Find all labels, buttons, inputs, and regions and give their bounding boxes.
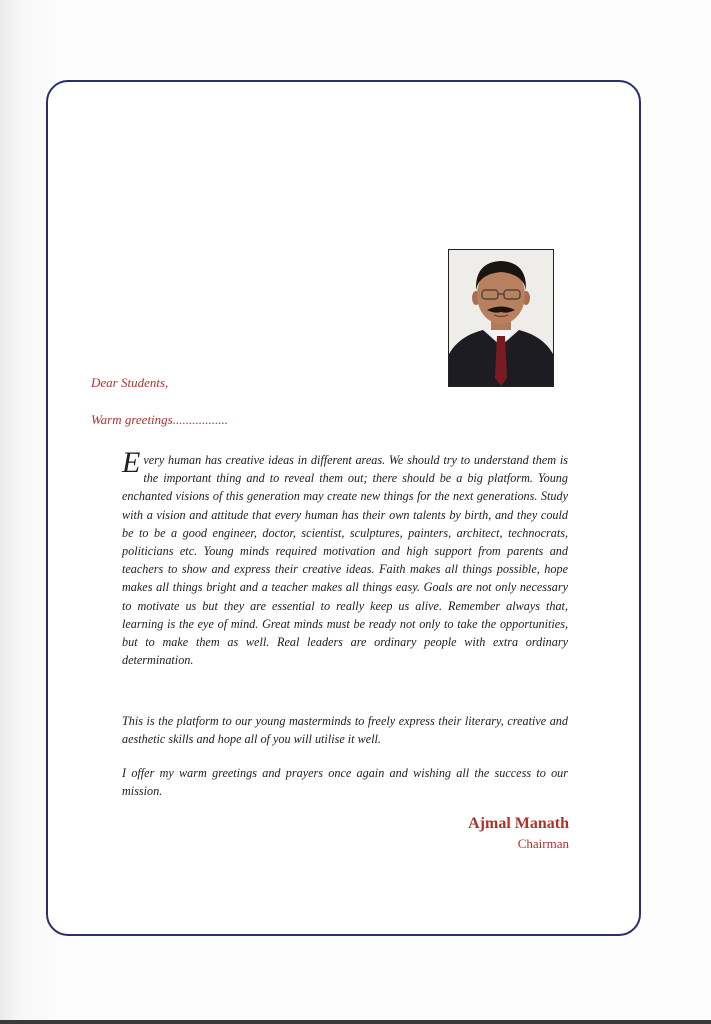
portrait-illustration: [449, 250, 553, 386]
chairman-portrait: [448, 249, 554, 387]
letter-paragraph-1: [122, 446, 568, 669]
signatory-title: Chairman: [517, 836, 569, 851]
page-bottom-edge: [0, 1020, 711, 1024]
greeting-line: Warm greetings.................: [91, 412, 228, 427]
drop-cap: E: [122, 446, 141, 479]
salutation: Dear Students,: [91, 375, 169, 390]
letter-paragraph-3: I offer my warm greetings and prayers once again and wishing all the success to our mission.: [122, 766, 568, 799]
letter-paragraph-2: This is the platform to our young masterminds to freely express their literary, creative and aesthetic skills and hope all of you will utilise it well.: [122, 714, 568, 747]
signatory-name: Ajmal Manath: [468, 815, 569, 832]
paragraph-1-text: very human has creative ideas in different areas. We should try to understand them is the important thing and to reveal them out; there should be a big platform. Young enchanted visions of this generation may create new things for the next generations. Study with a vision and attitude that every human has their own talents by birth, and they could be to be a good engineer, doctor, scientist, sculptures, painters, architect, technocrats, politicians etc. Young minds required motivation and high support from parents and teachers to show and express their creative ideas. Faith makes all things possible, hope makes all things bright and a teacher makes all things easy. Goals are not only necessary to motivate us but they are essential to really keep us alive. Remember always that, learning is the eye of mind. Great minds must be ready not only to take the opportunities, but to make them as well. Real leaders are ordinary people with extra ordinary determination.: [122, 453, 568, 668]
